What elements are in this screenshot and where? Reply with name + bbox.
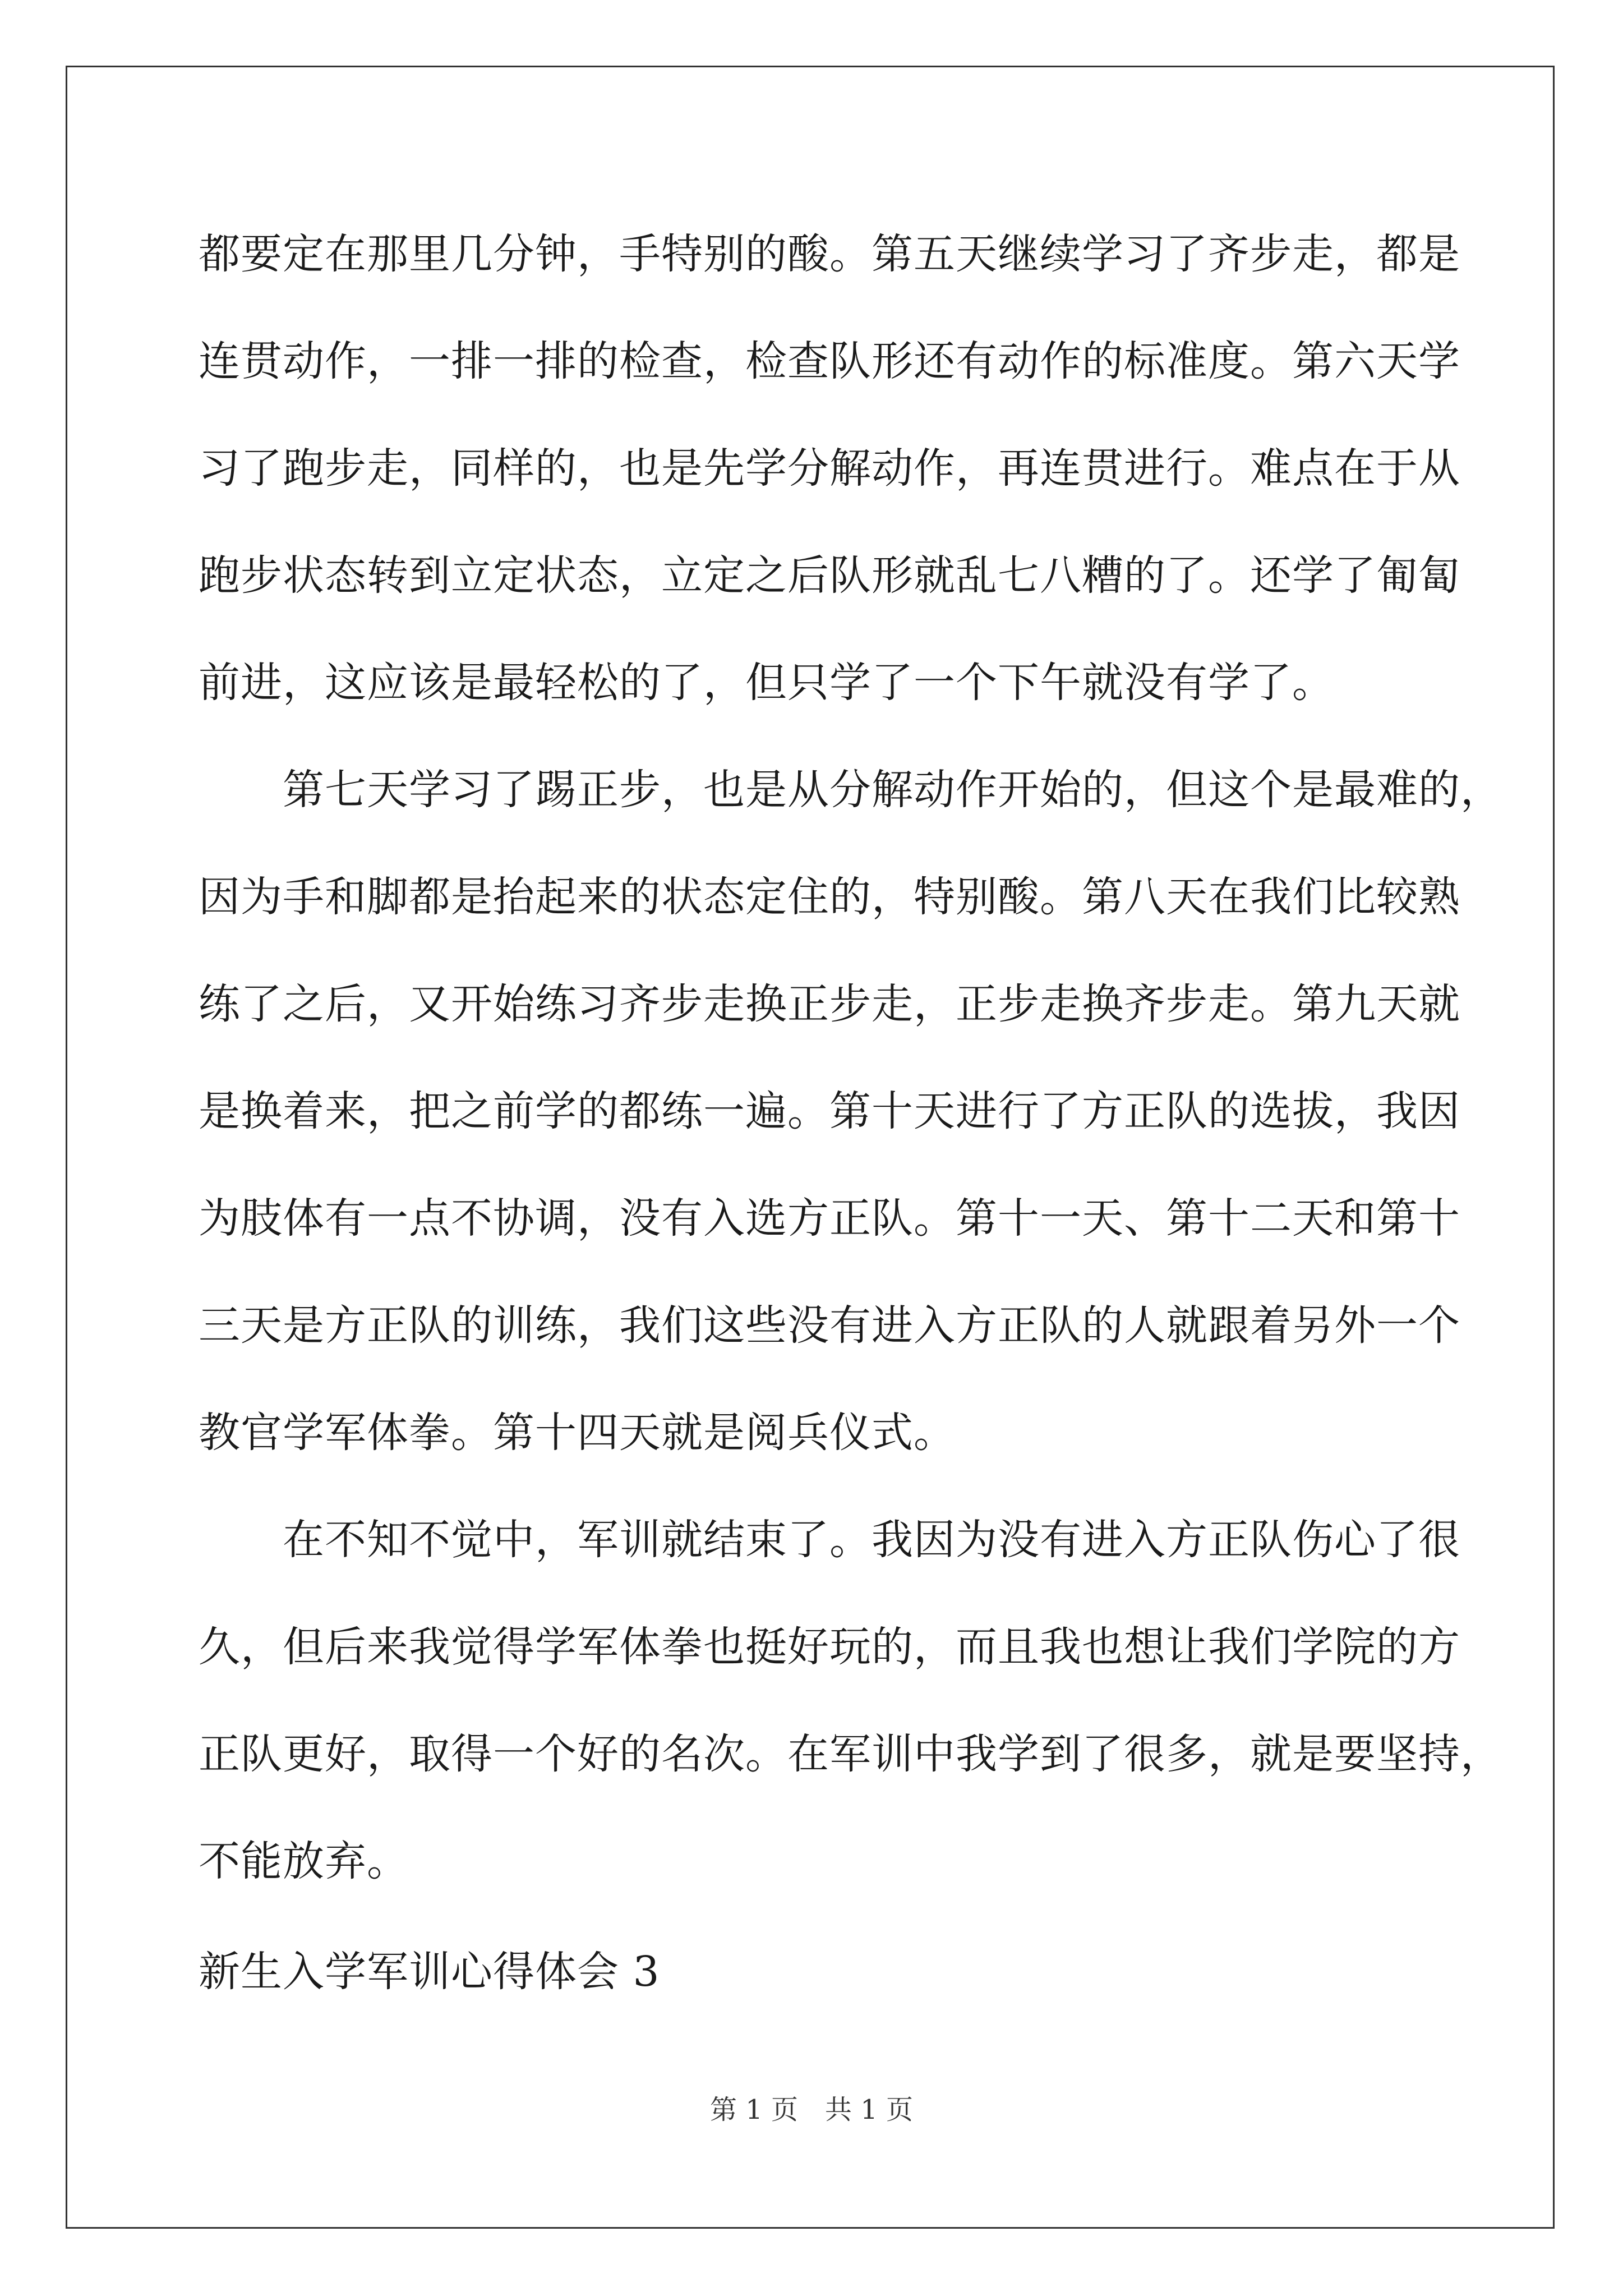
text-line: 三天是方正队的训练，我们这些没有进入方正队的人就跟着另外一个 xyxy=(199,1301,1460,1350)
text-line: 久，但后来我觉得学军体拳也挺好玩的，而且我也想让我们学院的方 xyxy=(199,1623,1460,1671)
text-line: 习了跑步走，同样的，也是先学分解动作，再连贯进行。难点在于从 xyxy=(199,444,1460,493)
text-line: 不能放弃。 xyxy=(199,1837,409,1885)
text-line: 跑步状态转到立定状态，立定之后队形就乱七八糟的了。还学了匍匐 xyxy=(199,551,1460,600)
text-line: 因为手和脚都是抬起来的状态定住的，特别酸。第八天在我们比较熟 xyxy=(199,873,1460,921)
page-footer: 第 1 页 共 1 页 xyxy=(709,2094,914,2125)
document-body xyxy=(199,201,1502,2026)
text-line: 为肢体有一点不协调，没有入选方正队。第十一天、第十二天和第十 xyxy=(199,1194,1460,1243)
text-line: 前进，这应该是最轻松的了，但只学了一个下午就没有学了。 xyxy=(199,659,1334,707)
text-line: 正队更好，取得一个好的名次。在军训中我学到了很多，就是要坚持， xyxy=(199,1730,1502,1778)
text-line: 是换着来，把之前学的都练一遍。第十天进行了方正队的选拔，我因 xyxy=(199,1087,1460,1135)
text-line: 教官学军体拳。第十四天就是阅兵仪式。 xyxy=(199,1409,956,1457)
text-line: 连贯动作，一排一排的检查，检查队形还有动作的标准度。第六天学 xyxy=(199,337,1460,385)
text-line: 都要定在那里几分钟，手特别的酸。第五天继续学习了齐步走，都是 xyxy=(199,230,1460,278)
text-line: 在不知不觉中，军训就结束了。我因为没有进入方正队伤心了很 xyxy=(199,1516,1460,1564)
section-heading: 新生入学军训心得体会 3 xyxy=(199,1948,660,1996)
text-line: 练了之后，又开始练习齐步走换正步走，正步走换齐步走。第九天就 xyxy=(199,980,1460,1028)
text-line: 第七天学习了踢正步，也是从分解动作开始的，但这个是最难的， xyxy=(199,766,1502,814)
